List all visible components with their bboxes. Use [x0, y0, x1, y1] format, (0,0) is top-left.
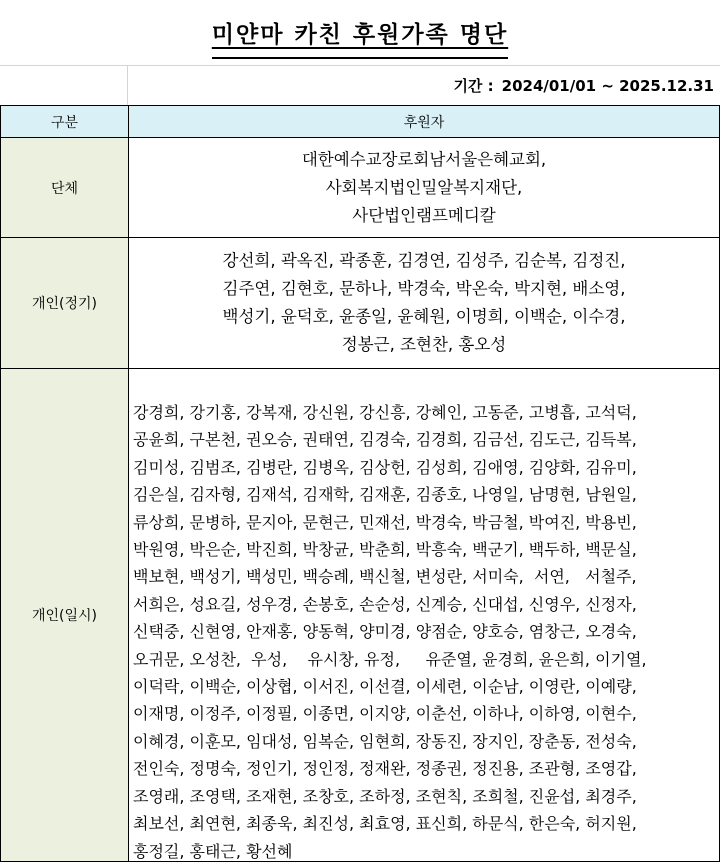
donor-line: 류상희, 문병하, 문지아, 문현근, 민재선, 박경숙, 박금철, 박여진, 박용빈,	[133, 512, 637, 532]
donor-line: 강경희, 강기홍, 강복재, 강신원, 강신흥, 강혜인, 고동준, 고병흡, 고석덕,	[133, 403, 637, 422]
donor-line: 대한예수교장로회남서울은혜교회,	[301, 149, 547, 169]
period-value: 2024/01/01 ~ 2025.12.31	[501, 76, 714, 95]
donor-line: 김주연, 김현호, 문하나, 박경숙, 박온숙, 박지현, 배소영,	[222, 279, 626, 298]
donor-line: 최보선, 최연현, 최종욱, 최진성, 최효영, 표신희, 하문식, 한은숙, 허지원,	[133, 814, 637, 834]
donor-cell-individual-regular	[129, 238, 719, 369]
donor-cell-group	[129, 138, 719, 238]
donor-line: 공윤희, 구본천, 권오승, 권태연, 김경숙, 김경희, 김금선, 김도근, 김득복,	[133, 430, 637, 450]
donor-lines	[135, 146, 713, 230]
donor-line: 이재명, 이정주, 이정필, 이종면, 이지양, 이춘선, 이하나, 이하영, 이현수,	[133, 704, 637, 724]
donor-line: 전인숙, 정명숙, 정인기, 정인정, 정재완, 정종권, 정진용, 조관형, 조영갑,	[133, 759, 637, 779]
donor-lines	[133, 399, 713, 865]
donor-table	[0, 105, 720, 862]
category-group: 단체	[1, 138, 129, 238]
donor-lines	[135, 247, 713, 359]
donor-line: 백성기, 윤덕호, 윤종일, 윤혜원, 이명희, 이백순, 이수경,	[222, 307, 626, 326]
donor-line: 사회복지법인밀알복지재단,	[325, 177, 523, 197]
category-individual-onetime: 개인(일시)	[1, 369, 129, 861]
donor-line: 서희은, 성요길, 성우경, 손봉호, 손순성, 신계승, 신대섭, 신영우, 신정자,	[133, 594, 637, 614]
donor-line: 김미성, 김범조, 김병란, 김병옥, 김상헌, 김성희, 김애영, 김양화, 김유미,	[133, 457, 637, 477]
donor-line: 백보현, 백성기, 백성민, 백승례, 백신철, 변성란, 서미숙, 서연, 서철주,	[133, 567, 637, 587]
category-individual-regular: 개인(정기)	[1, 238, 129, 369]
header-donor: 후원자	[129, 106, 719, 138]
donor-line: 신택중, 신현영, 안재홍, 양동혁, 양미경, 양점순, 양호승, 염창근, 오경숙,	[133, 622, 637, 642]
donor-line: 이덕락, 이백순, 이상협, 이서진, 이선결, 이세련, 이순남, 이영란, 이예량,	[133, 677, 637, 697]
donor-line: 오귀문, 오성찬, 우성, 유시창, 유정, 유준열, 윤경희, 윤은희, 이기열,	[133, 649, 647, 669]
donor-line: 강선희, 곽옥진, 곽종훈, 김경연, 김성주, 김순복, 김정진,	[222, 251, 626, 270]
period-label: 기간 :	[453, 77, 494, 95]
donor-line: 김은실, 김자형, 김재석, 김재학, 김재훈, 김종호, 나영일, 남명현, 남원일,	[133, 485, 637, 505]
period-spacer	[0, 66, 128, 105]
donor-cell-individual-onetime	[129, 369, 719, 861]
donor-line: 조영래, 조영택, 조재현, 조창호, 조하정, 조현칙, 조희철, 진윤섭, 최경주,	[133, 786, 637, 806]
donor-line: 이혜경, 이훈모, 임대성, 임복순, 임현희, 장동진, 장지인, 장춘동, 전성숙,	[133, 731, 637, 751]
period-row	[128, 66, 720, 105]
donor-line: 박원영, 박은순, 박진희, 박창균, 박춘희, 박흥숙, 백군기, 백두하, 백문실,	[133, 540, 637, 560]
page-title: 미얀마 카친 후원가족 명단	[212, 16, 508, 49]
donor-line: 사단법인램프메디칼	[352, 205, 496, 225]
donor-line: 정봉근, 조현찬, 홍오성	[341, 335, 507, 354]
header-category: 구분	[1, 106, 129, 138]
donor-line: 홍정길, 홍태근, 황선혜	[133, 841, 293, 861]
title-row	[0, 0, 720, 66]
